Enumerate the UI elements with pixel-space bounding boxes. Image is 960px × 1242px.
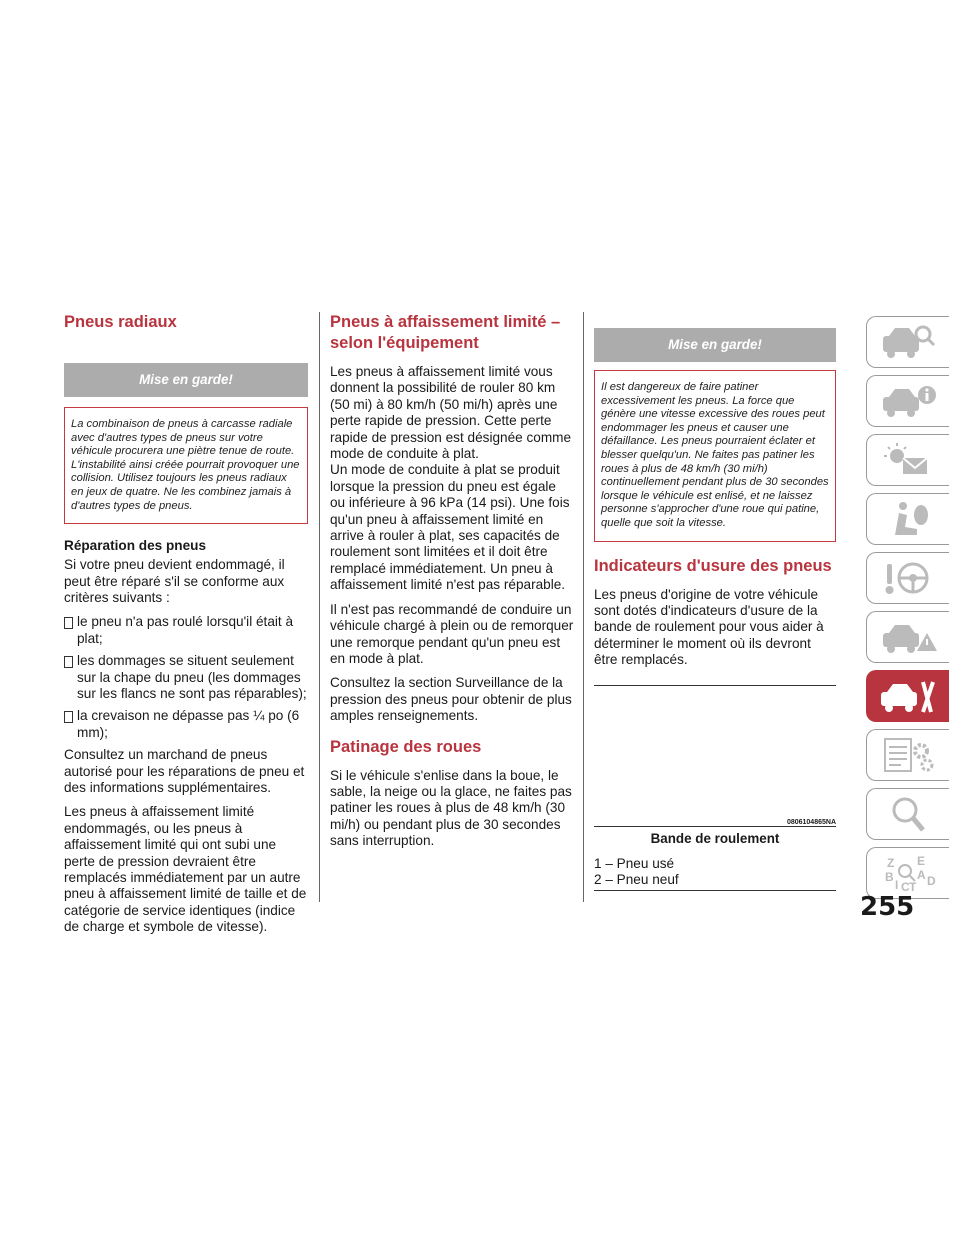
car-info-icon — [877, 381, 939, 421]
svg-text:D: D — [927, 874, 936, 888]
tab-search[interactable] — [866, 788, 949, 840]
tab-airbag-seat[interactable] — [866, 493, 949, 545]
svg-text:E: E — [917, 854, 926, 868]
warning-header: Mise en garde! — [64, 363, 308, 397]
warning-body: La combinaison de pneus à carcasse radiale avec d'autres types de pneus sur votre véhicule procurera une piètre tenue de route. L'instabilité ainsi créée pourrait provoquer une collision. Utilisez toujours les pneus radiaux en jeux de quatre. Ne les combinez jamais à d'autres types de pneus. — [64, 407, 308, 524]
svg-text:I: I — [895, 878, 899, 892]
search-icon — [877, 794, 939, 834]
legend-divider — [594, 890, 836, 891]
svg-text:B: B — [885, 870, 894, 884]
specifications-icon — [877, 735, 939, 775]
tab-specifications[interactable] — [866, 729, 949, 781]
svg-text:C: C — [901, 880, 910, 893]
legend-item: 2 – Pneu neuf — [594, 871, 679, 887]
column-1 — [64, 312, 308, 944]
runflat-paragraph-1: Les pneus à affaissement limité vous donnent la possibilité de rouler 80 km (50 mi) à 80 km/h (50 mi/h) après une perte rapide de pression. Cette perte rapide de pression est désignée comme mode de conduite à plat. — [330, 364, 572, 462]
car-magnifier-icon — [877, 322, 939, 362]
tab-car-emergency[interactable] — [866, 611, 949, 663]
tab-car-info[interactable] — [866, 375, 949, 427]
heading-wheel-spin: Patinage des roues — [330, 737, 482, 756]
tab-steering-wheel[interactable] — [866, 552, 949, 604]
warning-header: Mise en garde! — [594, 328, 836, 362]
checkbox-bullet-icon — [64, 711, 73, 723]
bullet-item: le pneu n'a pas roulé lorsqu'il était à plat; — [64, 614, 308, 647]
dealer-paragraph: Consultez un marchand de pneus autorisé pour les réparations de pneu et des informations supplémentaires. — [64, 747, 305, 796]
tab-car-service[interactable] — [866, 670, 949, 722]
checkbox-bullet-icon — [64, 617, 73, 629]
heading-runflat-tires: Pneus à affaissement limité – selon l'équipement — [330, 313, 561, 352]
runflat-paragraph-3: Il n'est pas recommandé de conduire un véhicule chargé à plein ou de remorquer une remorque pendant qu'un pneu est en mode à plat. — [330, 601, 574, 666]
car-emergency-icon — [877, 617, 939, 657]
figure-code: 0806104865NA — [786, 818, 836, 826]
runflat-paragraph-4: Consultez la section Surveillance de la pression des pneus pour obtenir de plus amples renseignements. — [330, 675, 572, 724]
car-service-icon — [877, 676, 939, 716]
airbag-seat-icon — [877, 499, 939, 539]
column-3 — [594, 312, 836, 891]
runflat-replacement-paragraph: Les pneus à affaissement limité endommagés, ou les pneus à affaissement limité qui ont subi une perte de pression devraient être remplacés immédiatement par un autre pneu à affaissement limité de taille et de catégorie de service identiques (indice de charge et symbole de vitesse). — [64, 804, 307, 935]
heading-wear-indicators: Indicateurs d'usure des pneus — [594, 556, 832, 575]
tab-car-magnifier[interactable] — [866, 316, 949, 368]
figure-divider — [594, 826, 836, 827]
svg-text:Z: Z — [887, 856, 895, 870]
chapter-tabs — [866, 316, 948, 906]
runflat-paragraph-2: Un mode de conduite à plat se produit lorsque la pression du pneu est égale ou inférieure à 96 kPa (14 psi). Une fois qu'un pneu à affaissement limité en arrive à rouler à plat, ses capacités de roulement sont limitées et il doit être remplacé immédiatement. Un pneu à affaissement limité n'est pas réparable. — [330, 462, 570, 593]
column-divider — [583, 312, 584, 902]
warning-lights-icon — [877, 440, 939, 480]
bullet-item: les dommages se situent seulement sur la chape du pneu (les dommages sur les flancs ne sont pas réparables); — [64, 653, 308, 702]
warning-body: Il est dangereux de faire patiner excessivement les pneus. La force que génère une vitesse excessive des roues peut endommager les pneus et causer une défaillance. Les pneus pourraient éclater et blesser quelqu'un. Ne faites pas patiner les roues à plus de 48 km/h (30 mi/h) continuellement pendant plus de 30 secondes lorsque le véhicule est enlisé, et ne laissez personne s'approcher d'une roue qui patine, quelle que soit la vitesse. — [594, 370, 836, 542]
wheel-spin-paragraph: Si le véhicule s'enlise dans la boue, le sable, la neige ou la glace, ne faites pas patiner les roues à plus de 48 km/h (30 mi/h) ou pendant plus de 30 secondes sans interruption. — [330, 767, 572, 849]
checkbox-bullet-icon — [64, 656, 73, 668]
index-icon — [877, 853, 939, 893]
legend-item: 1 – Pneu usé — [594, 855, 675, 871]
steering-wheel-icon — [877, 558, 939, 598]
subheading-tire-repair: Réparation des pneus — [64, 538, 207, 554]
figure-tread — [594, 685, 836, 826]
column-divider — [319, 312, 320, 902]
page-number: 255 — [860, 892, 915, 922]
svg-text:T: T — [909, 880, 917, 893]
wear-indicators-paragraph: Les pneus d'origine de votre véhicule sont dotés d'indicateurs d'usure de la bande de roulement pour vous aider à déterminer le moment où ils devront être remplacés. — [594, 586, 824, 668]
column-2 — [330, 312, 574, 858]
heading-radial-tires: Pneus radiaux — [64, 313, 177, 331]
repair-intro: Si votre pneu devient endommagé, il peut être réparé s'il se conforme aux critères suivants : — [64, 557, 285, 605]
figure-caption: Bande de roulement — [650, 830, 780, 846]
tab-warning-lights[interactable] — [866, 434, 949, 486]
svg-text:A: A — [917, 868, 926, 882]
figure-legend — [594, 856, 836, 889]
bullet-item: la crevaison ne dépasse pas ¼ po (6 mm); — [64, 708, 308, 741]
